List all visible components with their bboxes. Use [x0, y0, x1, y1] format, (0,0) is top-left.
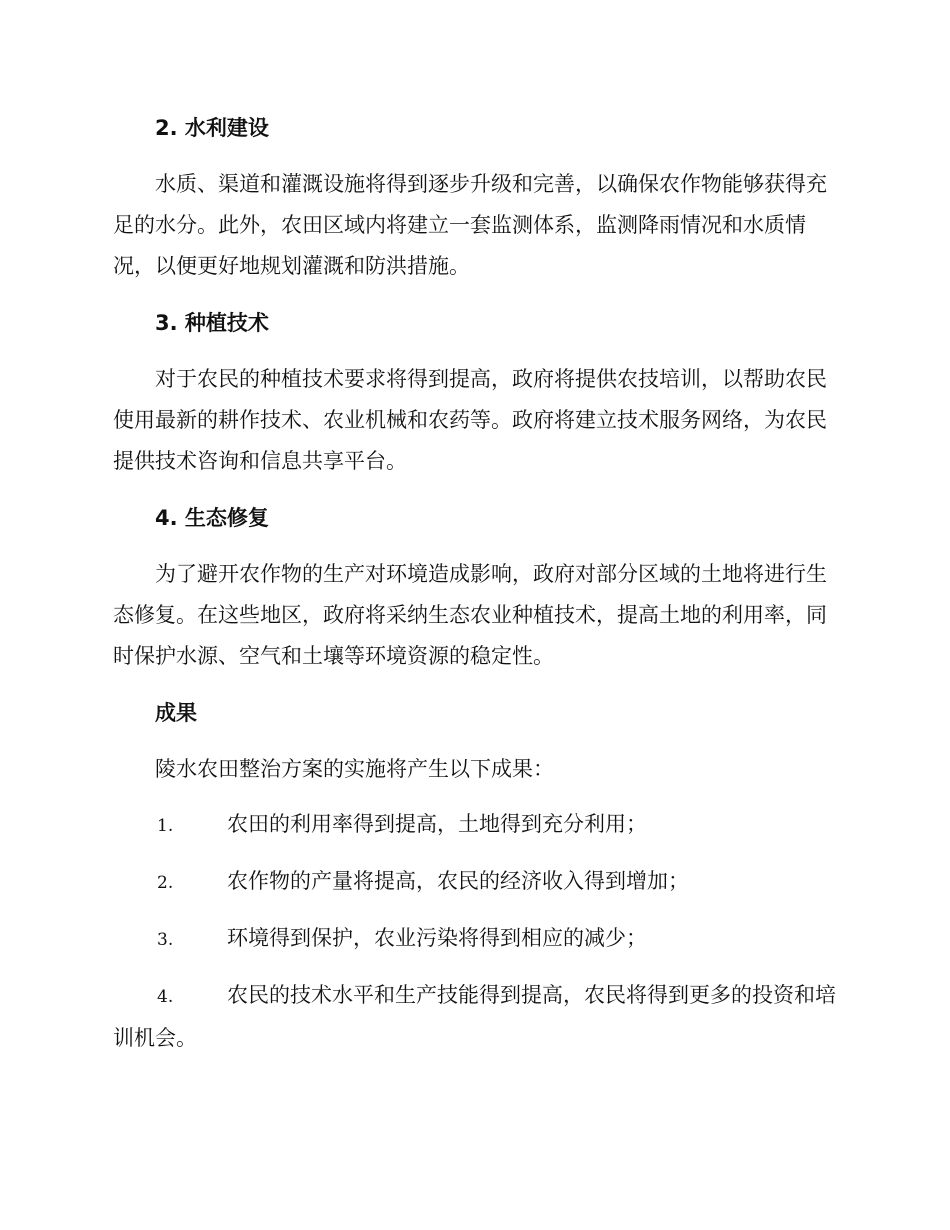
results-intro: 陵水农田整治方案的实施将产生以下成果：	[155, 757, 554, 781]
list-item	[113, 918, 837, 961]
list-item	[113, 861, 837, 904]
list-item-number: 2.	[157, 873, 174, 893]
list-item-text: 农作物的产量将提高，农民的经济收入得到增加；	[227, 869, 689, 893]
section-paragraph-planting: 对于农民的种植技术要求将得到提高，政府将提供农技培训，以帮助农民使用最新的耕作技术、农业机械和农药等。政府将建立技术服务网络，为农民提供技术咨询和信息共享平台。	[113, 367, 827, 473]
list-item-number: 3.	[157, 930, 174, 950]
list-item-number: 4.	[157, 987, 174, 1007]
section-heading-planting: 3. 种植技术	[155, 311, 269, 335]
list-item-text: 环境得到保护，农业污染将得到相应的减少；	[227, 926, 647, 950]
list-item	[113, 804, 837, 847]
list-item-text: 农田的利用率得到提高，土地得到充分利用；	[227, 812, 647, 836]
results-heading: 成果	[155, 701, 197, 725]
list-item	[113, 975, 837, 1059]
section-paragraph-ecology: 为了避开农作物的生产对环境造成影响，政府对部分区域的土地将进行生态修复。在这些地区，政府将采纳生态农业种植技术，提高土地的利用率，同时保护水源、空气和土壤等环境资源的稳定性。	[113, 562, 827, 668]
section-heading-ecology: 4. 生态修复	[155, 506, 269, 530]
list-item-text: 农民的技术水平和生产技能得到提高，农民将得到更多的投资和培训机会。	[113, 983, 836, 1050]
document-body	[113, 108, 837, 1059]
list-item-number: 1.	[157, 816, 174, 836]
section-paragraph-water: 水质、渠道和灌溉设施将得到逐步升级和完善，以确保农作物能够获得充足的水分。此外，农田区域内将建立一套监测体系，监测降雨情况和水质情况，以便更好地规划灌溉和防洪措施。	[113, 172, 827, 278]
section-heading-water: 2. 水利建设	[155, 116, 269, 140]
